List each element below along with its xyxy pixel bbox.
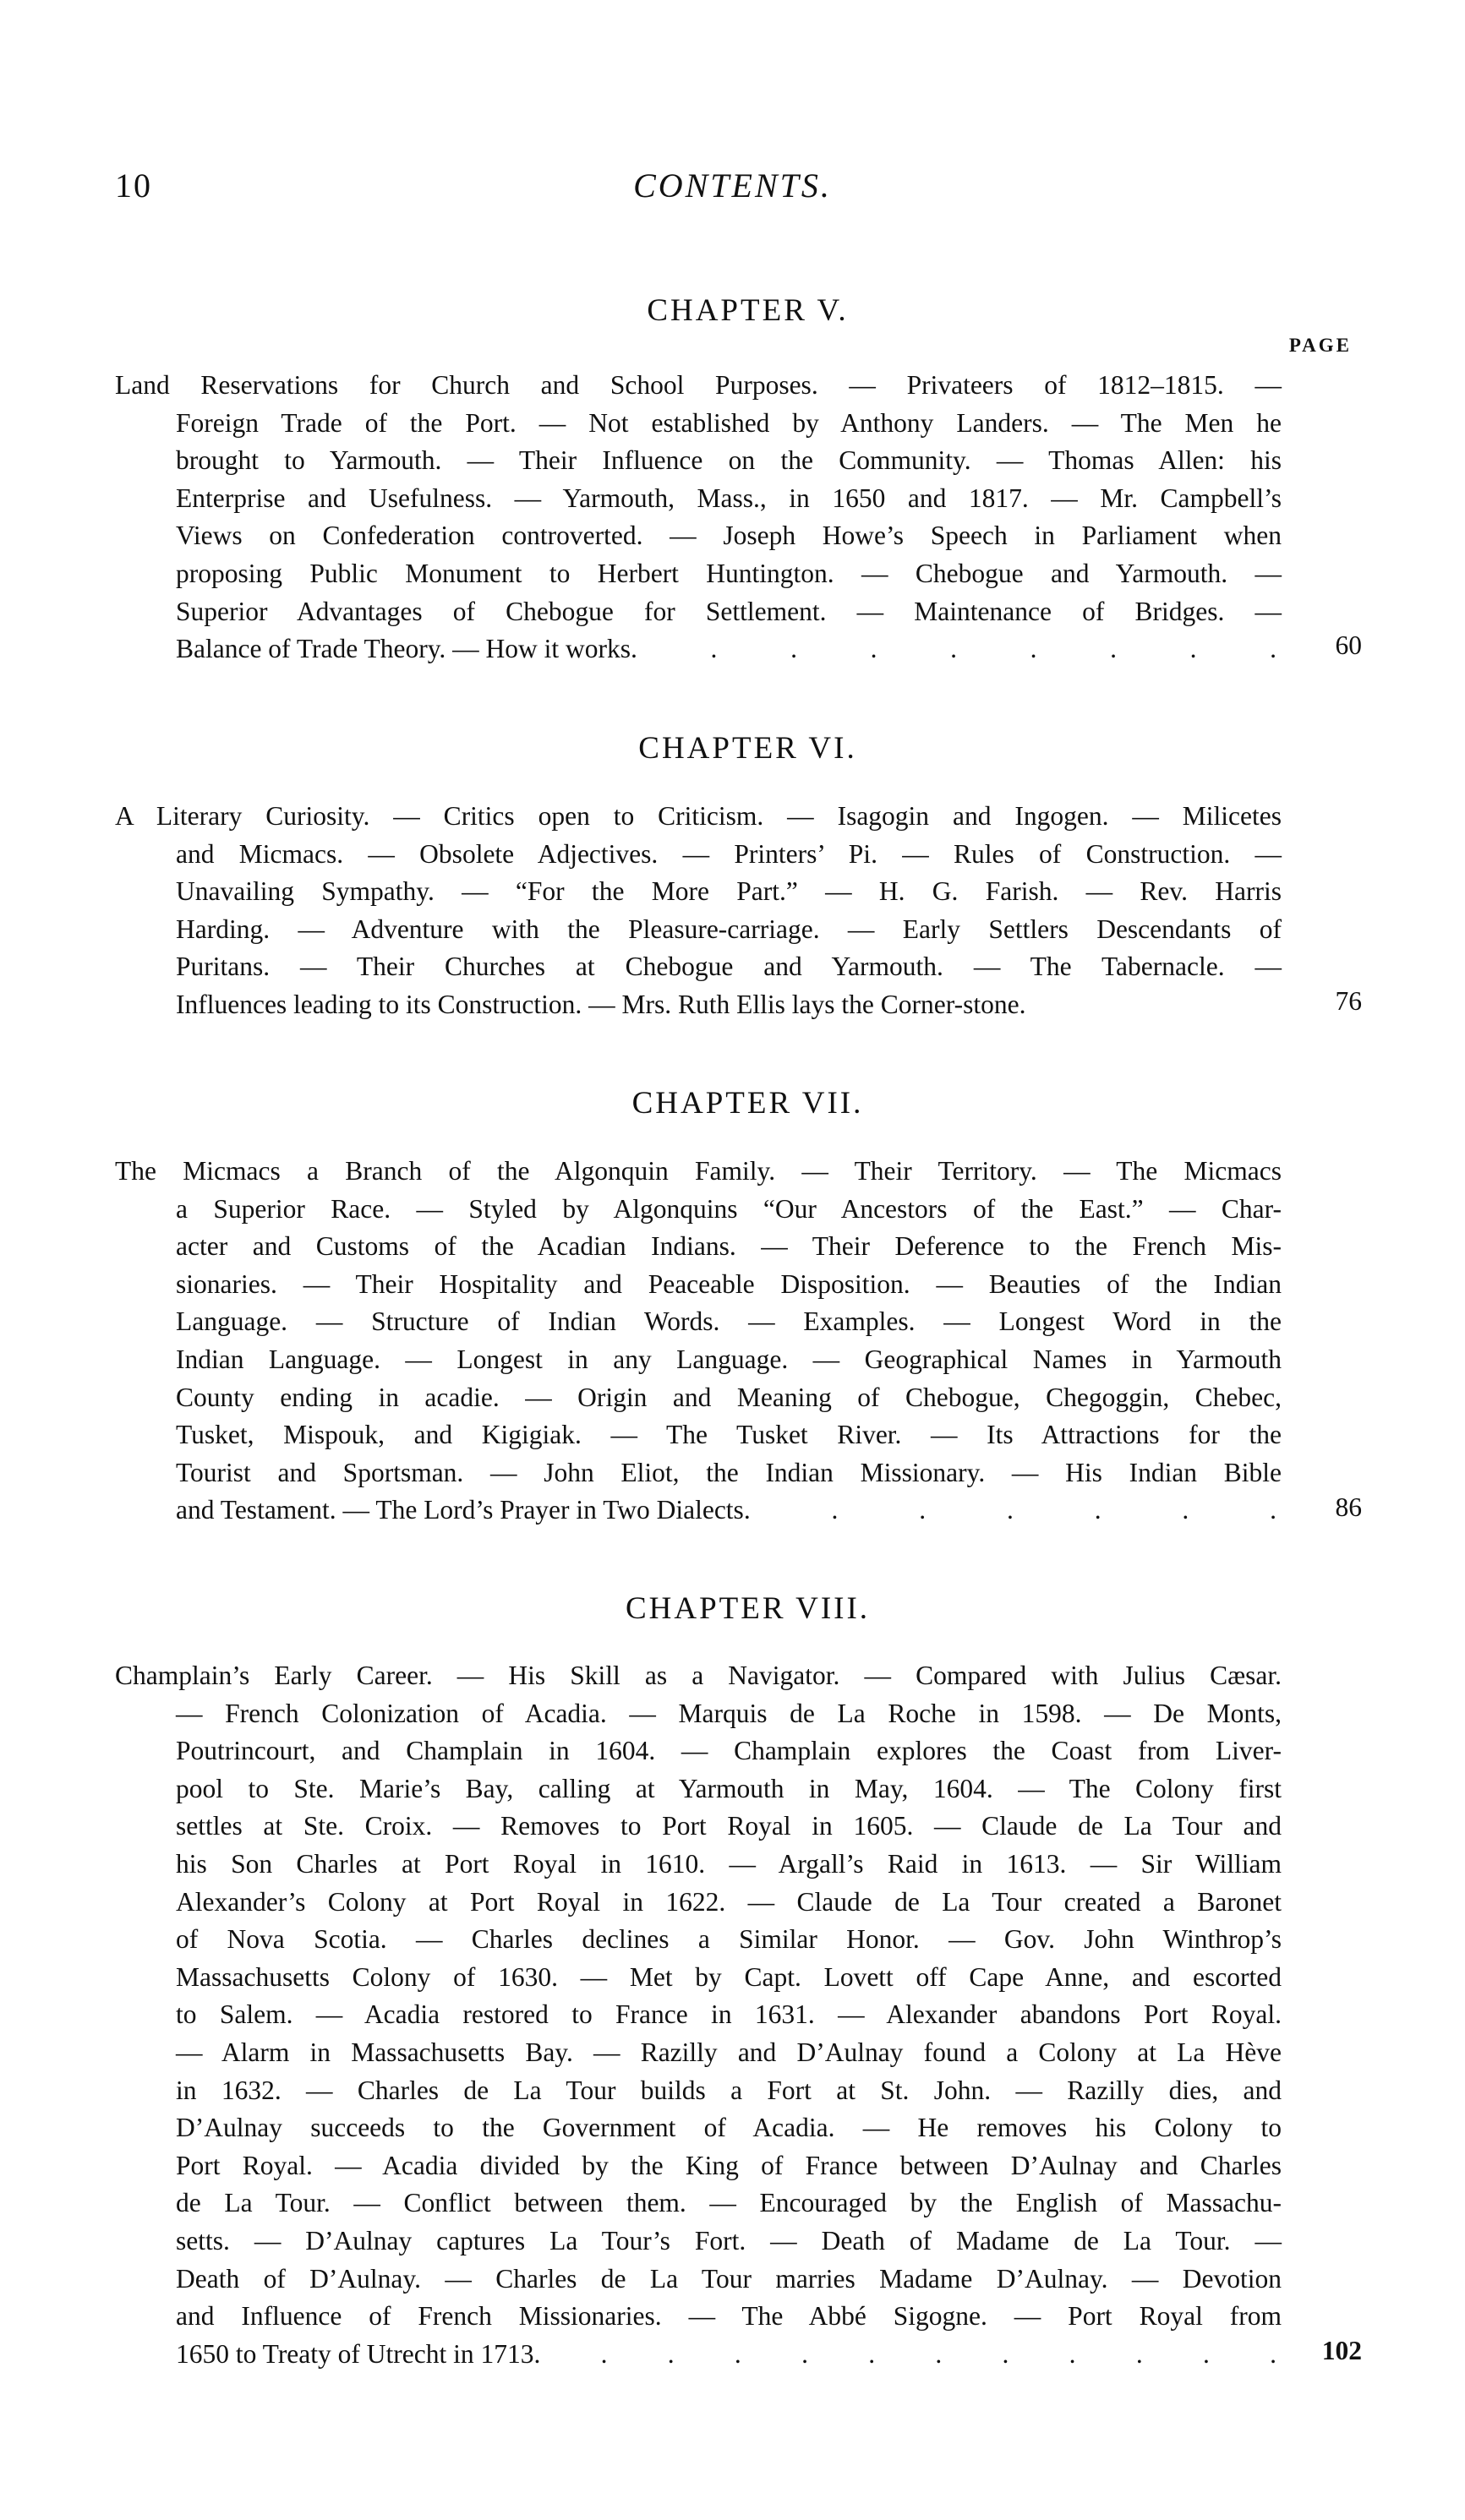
summary-line: Views on Confederation controverted. — Joseph Howe’s Speech in Parliament when xyxy=(176,521,1282,551)
chapter-vi-summary xyxy=(115,798,1282,1024)
summary-line: Superior Advantages of Chebogue for Settlement. — Maintenance of Bridges. — xyxy=(176,596,1282,626)
chapter-vi-page-ref: 76 xyxy=(1335,986,1362,1016)
summary-last-line xyxy=(115,2336,1282,2374)
summary-line: Harding. — Adventure with the Pleasure-carriage. — Early Settlers Descendants of xyxy=(176,914,1282,944)
summary-line: Alexander’s Colony at Port Royal in 1622. — Claude de La Tour created a Baronet xyxy=(176,1886,1282,1917)
summary-line: settles at Ste. Croix. — Removes to Port Royal in 1605. — Claude de La Tour and xyxy=(176,1811,1282,1841)
chapter-heading: CHAPTER V. xyxy=(647,293,849,328)
chapter-heading: CHAPTER VIII. xyxy=(625,1591,871,1626)
summary-line: Poutrincourt, and Champlain in 1604. — Champlain explores the Coast from Liver- xyxy=(176,1736,1282,1766)
chapter-heading: CHAPTER VII. xyxy=(631,1086,864,1121)
summary-line: and Micmacs. — Obsolete Adjectives. — Printers’ Pi. — Rules of Construction. — xyxy=(176,838,1282,869)
summary-line: Language. — Structure of Indian Words. — Examples. — Longest Word in the xyxy=(176,1306,1282,1337)
chapter-v xyxy=(0,292,1465,329)
summary-line: The Micmacs a Branch of the Algonquin Family. — Their Territory. — The Micmacs xyxy=(115,1156,1282,1186)
dot-leader: . . . . . . . . . . . . xyxy=(533,2338,1276,2369)
summary-last-line xyxy=(115,986,1282,1024)
dot-leader: . . . . . . . xyxy=(743,1495,1276,1525)
summary-line: sionaries. — Their Hospitality and Peaceable Disposition. — Beauties of the Indian xyxy=(176,1268,1282,1299)
summary-line: to Salem. — Acadia restored to France in 1631. — Alexander abandons Port Royal. xyxy=(176,1999,1282,2030)
chapter-vii-page-ref: 86 xyxy=(1335,1492,1362,1522)
dot-leader: . xyxy=(1019,989,1026,1019)
chapter-viii-summary xyxy=(115,1657,1282,2373)
chapter-vii xyxy=(0,1085,1465,1121)
summary-line: Death of D’Aulnay. — Charles de La Tour marries Madame D’Aulnay. — Devotion xyxy=(176,2263,1282,2294)
summary-line: Balance of Trade Theory. — How it works xyxy=(176,634,631,664)
summary-line: D’Aulnay succeeds to the Government of Acadia. — He removes his Colony to xyxy=(176,2113,1282,2143)
summary-last-line xyxy=(115,630,1282,668)
summary-line: 1650 to Treaty of Utrecht in 1713 xyxy=(176,2338,534,2369)
chapter-heading: CHAPTER VI. xyxy=(638,731,857,766)
summary-line: Unavailing Sympathy. — “For the More Part.” — H. G. Farish. — Rev. Harris xyxy=(176,876,1282,907)
summary-line: brought to Yarmouth. — Their Influence on the Community. — Thomas Allen: his xyxy=(176,445,1282,476)
summary-line: — Alarm in Massachusetts Bay. — Razilly and D’Aulnay found a Colony at La Hève xyxy=(176,2037,1282,2067)
summary-line: of Nova Scotia. — Charles declines a Similar Honor. — Gov. John Winthrop’s xyxy=(176,1924,1282,1955)
chapter-viii xyxy=(0,1590,1465,1627)
summary-line: — French Colonization of Acadia. — Marquis de La Roche in 1598. — De Monts, xyxy=(176,1698,1282,1728)
summary-line: acter and Customs of the Acadian Indians. — Their Deference to the French Mis- xyxy=(176,1231,1282,1262)
summary-line: and Testament. — The Lord’s Prayer in Two Dialects xyxy=(176,1495,744,1525)
chapter-vii-summary xyxy=(115,1153,1282,1530)
summary-line: Enterprise and Usefulness. — Yarmouth, Mass., in 1650 and 1817. — Mr. Campbell’s xyxy=(176,483,1282,513)
page-number: 10 xyxy=(115,166,152,205)
summary-line: setts. — D’Aulnay captures La Tour’s Fort. — Death of Madame de La Tour. — xyxy=(176,2225,1282,2255)
summary-line: in 1632. — Charles de La Tour builds a Fort at St. John. — Razilly dies, and xyxy=(176,2075,1282,2105)
summary-line: pool to Ste. Marie’s Bay, calling at Yarmouth in May, 1604. — The Colony first xyxy=(176,1773,1282,1803)
summary-line: Indian Language. — Longest in any Language. — Geographical Names in Yarmouth xyxy=(176,1344,1282,1374)
summary-line: Champlain’s Early Career. — His Skill as a Navigator. — Compared with Julius Cæsar. xyxy=(115,1661,1282,1690)
summary-line: Port Royal. — Acadia divided by the King of France between D’Aulnay and Charles xyxy=(176,2150,1282,2180)
summary-line: his Son Charles at Port Royal in 1610. — Argall’s Raid in 1613. — Sir William xyxy=(176,1848,1282,1879)
summary-line: County ending in acadie. — Origin and Meaning of Chebogue, Chegoggin, Chebec, xyxy=(176,1382,1282,1412)
summary-line: A Literary Curiosity. — Critics open to Criticism. — Isagogin and Ingogen. — Milicetes xyxy=(115,801,1282,831)
chapter-v-summary xyxy=(115,367,1282,668)
summary-line: and Influence of French Missionaries. — The Abbé Sigogne. — Port Royal from xyxy=(176,2301,1282,2332)
chapter-v-page-ref: 60 xyxy=(1335,630,1362,660)
running-head xyxy=(0,166,1465,208)
summary-line: Puritans. — Their Churches at Chebogue and Yarmouth. — The Tabernacle. — xyxy=(176,952,1282,982)
chapter-vi xyxy=(0,730,1465,766)
summary-line: a Superior Race. — Styled by Algonquins “Our Ancestors of the East.” — Char- xyxy=(176,1193,1282,1224)
summary-line: Massachusetts Colony of 1630. — Met by Capt. Lovett off Cape Anne, and escorted xyxy=(176,1961,1282,1992)
summary-line: Land Reservations for Church and School Purposes. — Privateers of 1812–1815. — xyxy=(115,370,1282,400)
page-column-label: PAGE xyxy=(1288,335,1352,356)
summary-line: Foreign Trade of the Port. — Not established by Anthony Landers. — The Men he xyxy=(176,407,1282,438)
running-title: CONTENTS. xyxy=(633,166,832,205)
summary-last-line xyxy=(115,1492,1282,1530)
summary-line: Influences leading to its Construction. — Mrs. Ruth Ellis lays the Corner-stone xyxy=(176,989,1019,1019)
dot-leader: . . . . . . . . . xyxy=(631,634,1276,664)
summary-line: proposing Public Monument to Herbert Huntington. — Chebogue and Yarmouth. — xyxy=(176,558,1282,588)
summary-line: de La Tour. — Conflict between them. — Encouraged by the English of Massachu- xyxy=(176,2188,1282,2218)
summary-line: Tourist and Sportsman. — John Eliot, the Indian Missionary. — His Indian Bible xyxy=(176,1457,1282,1487)
chapter-viii-page-ref: 102 xyxy=(1321,2336,1362,2365)
summary-line: Tusket, Mispouk, and Kigigiak. — The Tusket River. — Its Attractions for the xyxy=(176,1420,1282,1450)
